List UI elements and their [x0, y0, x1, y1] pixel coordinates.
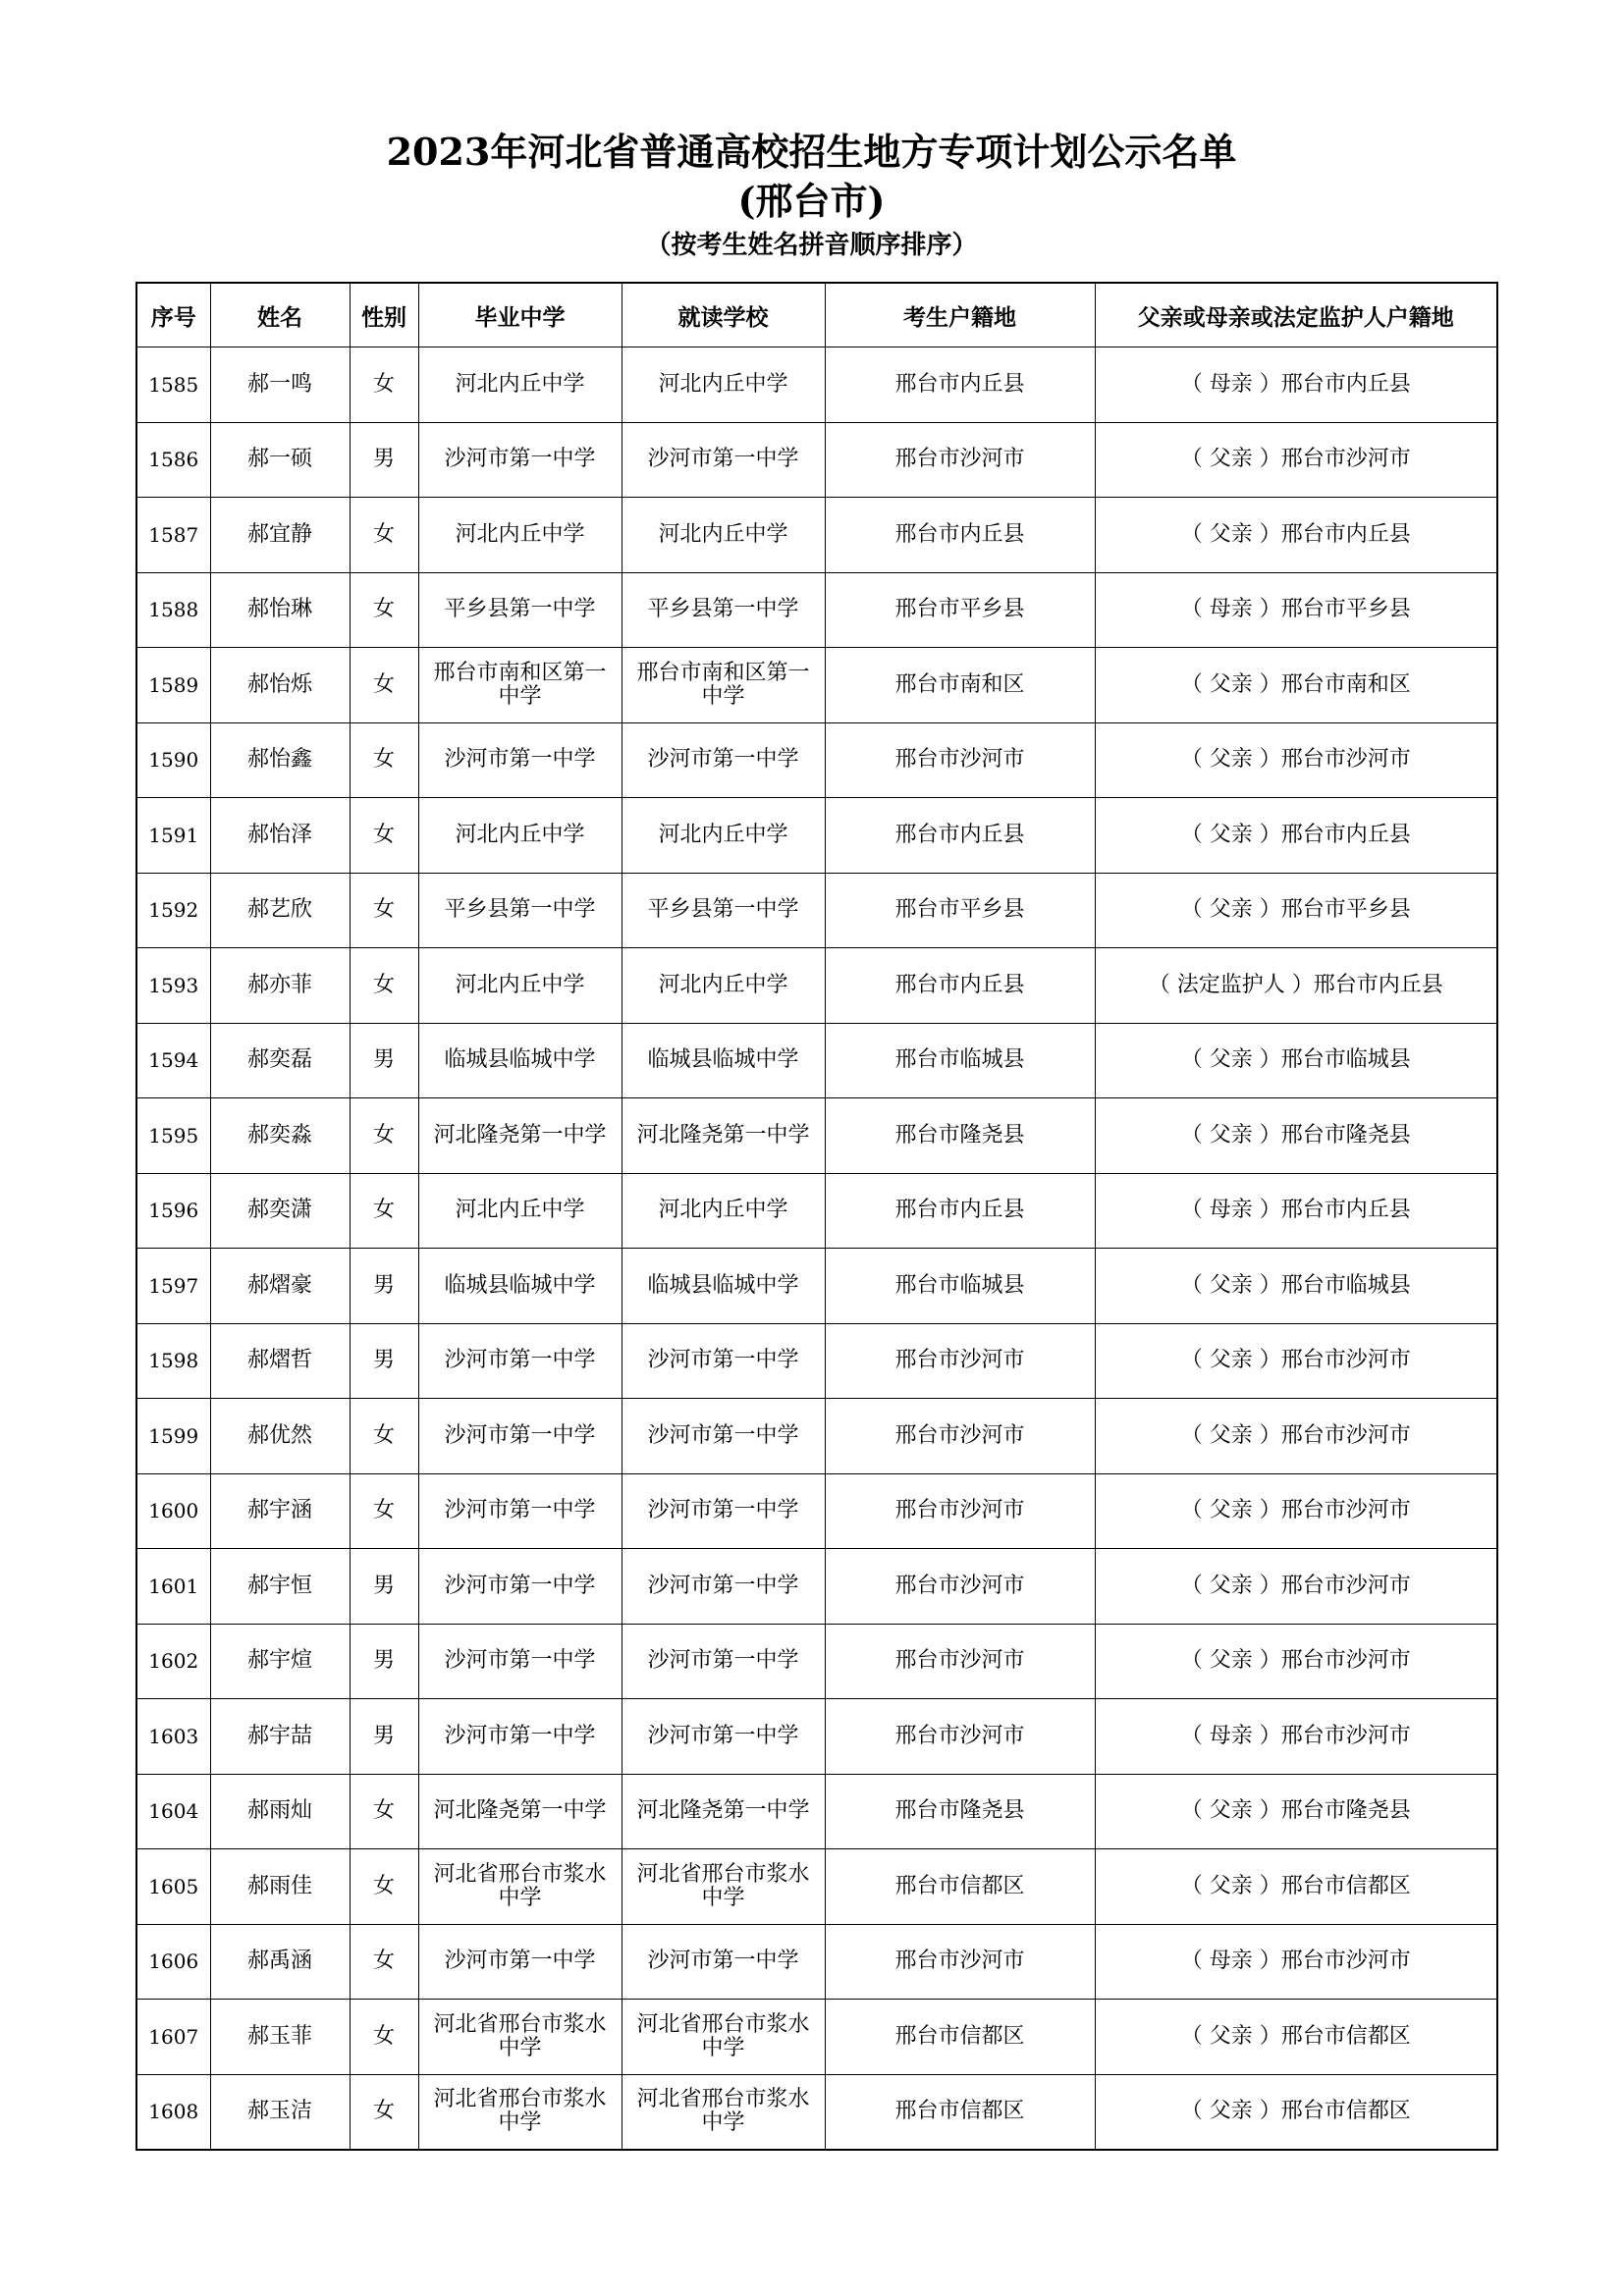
graduated-school-cell: 临城县临城中学	[418, 1249, 622, 1324]
student-residence-cell: 邢台市临城县	[825, 1023, 1095, 1098]
current-school-cell: 河北隆尧第一中学	[622, 1098, 825, 1174]
student-residence-cell: 邢台市内丘县	[825, 798, 1095, 874]
student-residence-cell: 邢台市沙河市	[825, 1323, 1095, 1399]
current-school-cell: 河北内丘中学	[622, 1173, 825, 1249]
gender-cell: 男	[350, 1624, 418, 1699]
current-school-cell: 平乡县第一中学	[622, 572, 825, 648]
guardian-residence-cell: （ 母亲 ）邢台市平乡县	[1095, 572, 1497, 648]
student-residence-cell: 邢台市沙河市	[825, 422, 1095, 498]
gender-cell: 女	[350, 722, 418, 798]
current-school-cell: 沙河市第一中学	[622, 1473, 825, 1549]
seq-cell: 1597	[136, 1249, 210, 1324]
name-cell: 郝玉洁	[210, 2074, 350, 2150]
student-residence-cell: 邢台市临城县	[825, 1249, 1095, 1324]
gender-cell: 女	[350, 948, 418, 1024]
student-residence-cell: 邢台市沙河市	[825, 1699, 1095, 1775]
current-school-cell: 邢台市南和区第一中学	[622, 648, 825, 723]
student-residence-cell: 邢台市沙河市	[825, 1624, 1095, 1699]
name-cell: 郝宇恒	[210, 1549, 350, 1625]
table-row	[136, 498, 1497, 573]
guardian-residence-cell: （ 父亲 ）邢台市内丘县	[1095, 798, 1497, 874]
gender-cell: 男	[350, 1023, 418, 1098]
guardian-residence-cell: （ 父亲 ）邢台市平乡县	[1095, 873, 1497, 948]
current-school-cell: 河北内丘中学	[622, 498, 825, 573]
guardian-residence-cell: （ 父亲 ）邢台市隆尧县	[1095, 1774, 1497, 1849]
graduated-school-cell: 临城县临城中学	[418, 1023, 622, 1098]
col-header-seq: 序号	[136, 283, 210, 347]
gender-cell: 女	[350, 873, 418, 948]
student-residence-cell: 邢台市平乡县	[825, 873, 1095, 948]
student-residence-cell: 邢台市内丘县	[825, 498, 1095, 573]
guardian-residence-cell: （ 父亲 ）邢台市内丘县	[1095, 498, 1497, 573]
name-cell: 郝雨灿	[210, 1774, 350, 1849]
student-residence-cell: 邢台市沙河市	[825, 1549, 1095, 1625]
current-school-cell: 沙河市第一中学	[622, 422, 825, 498]
col-header-guardian-residence: 父亲或母亲或法定监护人户籍地	[1095, 283, 1497, 347]
table-header	[136, 283, 1497, 347]
gender-cell: 女	[350, 572, 418, 648]
seq-cell: 1605	[136, 1849, 210, 1925]
seq-cell: 1590	[136, 722, 210, 798]
graduated-school-cell: 沙河市第一中学	[418, 1323, 622, 1399]
seq-cell: 1586	[136, 422, 210, 498]
graduated-school-cell: 河北省邢台市浆水中学	[418, 1849, 622, 1925]
name-cell: 郝奕磊	[210, 1023, 350, 1098]
guardian-residence-cell: （ 父亲 ）邢台市临城县	[1095, 1249, 1497, 1324]
graduated-school-cell: 沙河市第一中学	[418, 1699, 622, 1775]
graduated-school-cell: 沙河市第一中学	[418, 1924, 622, 2000]
col-header-graduated-school: 毕业中学	[418, 283, 622, 347]
student-residence-cell: 邢台市平乡县	[825, 572, 1095, 648]
guardian-residence-cell: （ 父亲 ）邢台市沙河市	[1095, 1624, 1497, 1699]
table-row	[136, 1399, 1497, 1474]
guardian-residence-cell: （ 父亲 ）邢台市临城县	[1095, 1023, 1497, 1098]
seq-cell: 1593	[136, 948, 210, 1024]
table-row	[136, 1774, 1497, 1849]
table-row	[136, 572, 1497, 648]
gender-cell: 男	[350, 1699, 418, 1775]
current-school-cell: 沙河市第一中学	[622, 1624, 825, 1699]
student-residence-cell: 邢台市沙河市	[825, 1473, 1095, 1549]
current-school-cell: 河北内丘中学	[622, 347, 825, 423]
guardian-residence-cell: （ 母亲 ）邢台市沙河市	[1095, 1699, 1497, 1775]
header-row	[136, 283, 1497, 347]
table-row	[136, 1849, 1497, 1925]
current-school-cell: 平乡县第一中学	[622, 873, 825, 948]
student-residence-cell: 邢台市隆尧县	[825, 1774, 1095, 1849]
graduated-school-cell: 河北内丘中学	[418, 1173, 622, 1249]
name-cell: 郝怡琳	[210, 572, 350, 648]
seq-cell: 1601	[136, 1549, 210, 1625]
graduated-school-cell: 沙河市第一中学	[418, 1549, 622, 1625]
gender-cell: 女	[350, 1098, 418, 1174]
guardian-residence-cell: （ 母亲 ）邢台市内丘县	[1095, 347, 1497, 423]
gender-cell: 女	[350, 1924, 418, 2000]
gender-cell: 女	[350, 2074, 418, 2150]
table-row	[136, 873, 1497, 948]
name-cell: 郝宜静	[210, 498, 350, 573]
name-cell: 郝禹涵	[210, 1924, 350, 2000]
student-residence-cell: 邢台市信都区	[825, 2000, 1095, 2075]
table-row	[136, 1624, 1497, 1699]
table-row	[136, 1699, 1497, 1775]
table-row	[136, 1473, 1497, 1549]
table-row	[136, 1924, 1497, 2000]
gender-cell: 女	[350, 1473, 418, 1549]
current-school-cell: 临城县临城中学	[622, 1249, 825, 1324]
gender-cell: 女	[350, 1774, 418, 1849]
current-school-cell: 沙河市第一中学	[622, 1924, 825, 2000]
name-cell: 郝宇涵	[210, 1473, 350, 1549]
graduated-school-cell: 河北内丘中学	[418, 948, 622, 1024]
table-row	[136, 722, 1497, 798]
seq-cell: 1585	[136, 347, 210, 423]
table-row	[136, 1249, 1497, 1324]
guardian-residence-cell: （ 法定监护人 ）邢台市内丘县	[1095, 948, 1497, 1024]
gender-cell: 女	[350, 1173, 418, 1249]
seq-cell: 1608	[136, 2074, 210, 2150]
seq-cell: 1598	[136, 1323, 210, 1399]
roster-table	[135, 282, 1498, 2151]
guardian-residence-cell: （ 父亲 ）邢台市信都区	[1095, 2074, 1497, 2150]
seq-cell: 1587	[136, 498, 210, 573]
table-row	[136, 798, 1497, 874]
graduated-school-cell: 河北内丘中学	[418, 798, 622, 874]
seq-cell: 1591	[136, 798, 210, 874]
current-school-cell: 河北省邢台市浆水中学	[622, 2000, 825, 2075]
student-residence-cell: 邢台市沙河市	[825, 722, 1095, 798]
seq-cell: 1606	[136, 1924, 210, 2000]
gender-cell: 女	[350, 347, 418, 423]
name-cell: 郝怡泽	[210, 798, 350, 874]
seq-cell: 1588	[136, 572, 210, 648]
graduated-school-cell: 平乡县第一中学	[418, 572, 622, 648]
current-school-cell: 河北省邢台市浆水中学	[622, 1849, 825, 1925]
guardian-residence-cell: （ 父亲 ）邢台市沙河市	[1095, 422, 1497, 498]
graduated-school-cell: 平乡县第一中学	[418, 873, 622, 948]
seq-cell: 1592	[136, 873, 210, 948]
graduated-school-cell: 河北省邢台市浆水中学	[418, 2000, 622, 2075]
name-cell: 郝玉菲	[210, 2000, 350, 2075]
table-row	[136, 1549, 1497, 1625]
current-school-cell: 沙河市第一中学	[622, 722, 825, 798]
guardian-residence-cell: （ 父亲 ）邢台市沙河市	[1095, 1323, 1497, 1399]
table-row	[136, 948, 1497, 1024]
student-residence-cell: 邢台市信都区	[825, 2074, 1095, 2150]
guardian-residence-cell: （ 父亲 ）邢台市沙河市	[1095, 1549, 1497, 1625]
col-header-current-school: 就读学校	[622, 283, 825, 347]
seq-cell: 1602	[136, 1624, 210, 1699]
table-row	[136, 2074, 1497, 2150]
student-residence-cell: 邢台市隆尧县	[825, 1098, 1095, 1174]
gender-cell: 男	[350, 422, 418, 498]
graduated-school-cell: 河北内丘中学	[418, 347, 622, 423]
student-residence-cell: 邢台市内丘县	[825, 347, 1095, 423]
name-cell: 郝一硕	[210, 422, 350, 498]
gender-cell: 男	[350, 1249, 418, 1324]
graduated-school-cell: 沙河市第一中学	[418, 722, 622, 798]
guardian-residence-cell: （ 父亲 ）邢台市沙河市	[1095, 1473, 1497, 1549]
current-school-cell: 沙河市第一中学	[622, 1549, 825, 1625]
sort-note: （按考生姓名拼音顺序排序）	[645, 231, 978, 260]
guardian-residence-cell: （ 父亲 ）邢台市沙河市	[1095, 722, 1497, 798]
seq-cell: 1603	[136, 1699, 210, 1775]
gender-cell: 女	[350, 648, 418, 723]
table-body	[136, 347, 1497, 2151]
student-residence-cell: 邢台市内丘县	[825, 1173, 1095, 1249]
student-residence-cell: 邢台市南和区	[825, 648, 1095, 723]
gender-cell: 男	[350, 1549, 418, 1625]
table-row	[136, 648, 1497, 723]
table-row	[136, 1173, 1497, 1249]
name-cell: 郝怡烁	[210, 648, 350, 723]
guardian-residence-cell: （ 父亲 ）邢台市信都区	[1095, 2000, 1497, 2075]
current-school-cell: 临城县临城中学	[622, 1023, 825, 1098]
name-cell: 郝亦菲	[210, 948, 350, 1024]
table-row	[136, 2000, 1497, 2075]
gender-cell: 女	[350, 498, 418, 573]
seq-cell: 1600	[136, 1473, 210, 1549]
guardian-residence-cell: （ 母亲 ）邢台市沙河市	[1095, 1924, 1497, 2000]
col-header-name: 姓名	[210, 283, 350, 347]
graduated-school-cell: 河北省邢台市浆水中学	[418, 2074, 622, 2150]
student-residence-cell: 邢台市内丘县	[825, 948, 1095, 1024]
student-residence-cell: 邢台市沙河市	[825, 1924, 1095, 2000]
table-row	[136, 1023, 1497, 1098]
guardian-residence-cell: （ 父亲 ）邢台市南和区	[1095, 648, 1497, 723]
current-school-cell: 河北内丘中学	[622, 948, 825, 1024]
name-cell: 郝熠豪	[210, 1249, 350, 1324]
gender-cell: 女	[350, 2000, 418, 2075]
current-school-cell: 沙河市第一中学	[622, 1323, 825, 1399]
current-school-cell: 河北省邢台市浆水中学	[622, 2074, 825, 2150]
table-row	[136, 1323, 1497, 1399]
student-residence-cell: 邢台市沙河市	[825, 1399, 1095, 1474]
guardian-residence-cell: （ 母亲 ）邢台市内丘县	[1095, 1173, 1497, 1249]
gender-cell: 女	[350, 798, 418, 874]
name-cell: 郝奕潇	[210, 1173, 350, 1249]
current-school-cell: 沙河市第一中学	[622, 1699, 825, 1775]
gender-cell: 女	[350, 1849, 418, 1925]
name-cell: 郝艺欣	[210, 873, 350, 948]
guardian-residence-cell: （ 父亲 ）邢台市隆尧县	[1095, 1098, 1497, 1174]
col-header-student-residence: 考生户籍地	[825, 283, 1095, 347]
seq-cell: 1607	[136, 2000, 210, 2075]
name-cell: 郝奕淼	[210, 1098, 350, 1174]
page-subtitle-city: (邢台市)	[737, 179, 886, 223]
graduated-school-cell: 沙河市第一中学	[418, 1624, 622, 1699]
student-residence-cell: 邢台市信都区	[825, 1849, 1095, 1925]
seq-cell: 1604	[136, 1774, 210, 1849]
seq-cell: 1599	[136, 1399, 210, 1474]
graduated-school-cell: 河北隆尧第一中学	[418, 1774, 622, 1849]
graduated-school-cell: 河北内丘中学	[418, 498, 622, 573]
guardian-residence-cell: （ 父亲 ）邢台市信都区	[1095, 1849, 1497, 1925]
graduated-school-cell: 邢台市南和区第一中学	[418, 648, 622, 723]
seq-cell: 1595	[136, 1098, 210, 1174]
gender-cell: 男	[350, 1323, 418, 1399]
name-cell: 郝雨佳	[210, 1849, 350, 1925]
table-row	[136, 347, 1497, 423]
table-row	[136, 1098, 1497, 1174]
graduated-school-cell: 河北隆尧第一中学	[418, 1098, 622, 1174]
name-cell: 郝熠哲	[210, 1323, 350, 1399]
graduated-school-cell: 沙河市第一中学	[418, 422, 622, 498]
col-header-gender: 性别	[350, 283, 418, 347]
seq-cell: 1589	[136, 648, 210, 723]
graduated-school-cell: 沙河市第一中学	[418, 1473, 622, 1549]
current-school-cell: 沙河市第一中学	[622, 1399, 825, 1474]
page-title: 2023年河北省普通高校招生地方专项计划公示名单	[386, 130, 1237, 174]
name-cell: 郝宇喆	[210, 1699, 350, 1775]
name-cell: 郝一鸣	[210, 347, 350, 423]
seq-cell: 1596	[136, 1173, 210, 1249]
gender-cell: 女	[350, 1399, 418, 1474]
current-school-cell: 河北隆尧第一中学	[622, 1774, 825, 1849]
current-school-cell: 河北内丘中学	[622, 798, 825, 874]
table-row	[136, 422, 1497, 498]
graduated-school-cell: 沙河市第一中学	[418, 1399, 622, 1474]
seq-cell: 1594	[136, 1023, 210, 1098]
name-cell: 郝怡鑫	[210, 722, 350, 798]
guardian-residence-cell: （ 父亲 ）邢台市沙河市	[1095, 1399, 1497, 1474]
name-cell: 郝优然	[210, 1399, 350, 1474]
name-cell: 郝宇煊	[210, 1624, 350, 1699]
